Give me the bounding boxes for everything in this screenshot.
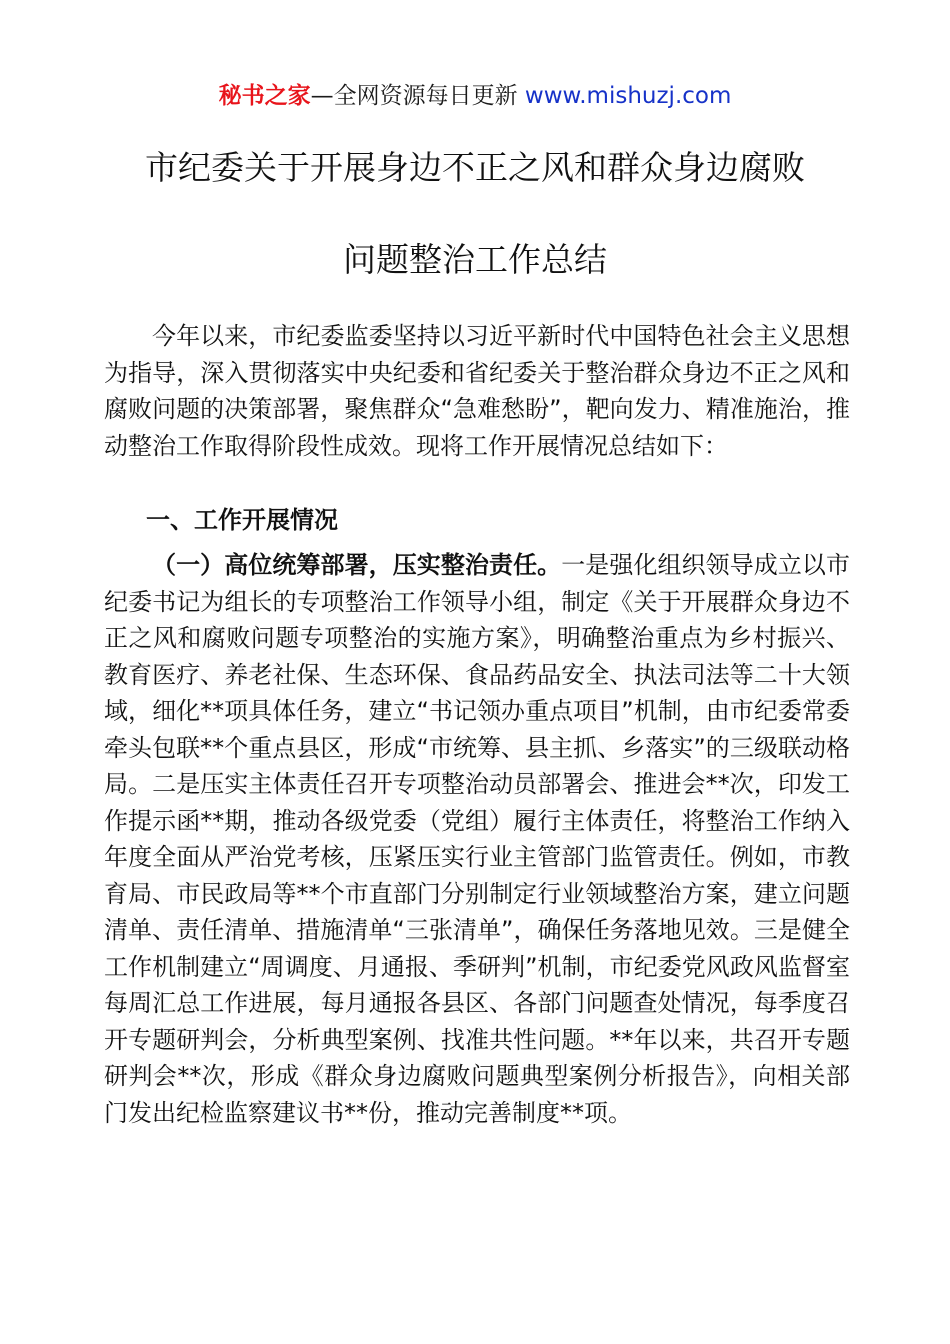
intro-text: 今年以来，市纪委监委坚持以习近平新时代中国特色社会主义思想为指导，深入贯彻落实中央纪委和省纪委关于整治群众身边不正之风和腐败问题的决策部署，聚焦群众“急难愁盼”，靶向发力、精准施治，推动整治工作取得阶段性成效。现将工作开展情况总结如下： [104, 322, 850, 460]
intro-paragraph [104, 318, 850, 464]
document-title-line1: 市纪委关于开展身边不正之风和群众身边腐败 [145, 148, 805, 187]
site-header [0, 80, 950, 112]
brand-name: 秘书之家 [218, 83, 311, 109]
section1-paragraph-text [104, 547, 850, 1131]
subsection-body: 一是强化组织领导成立以市纪委书记为组长的专项整治工作领导小组，制定《关于开展群众身边不正之风和腐败问题专项整治的实施方案》，明确整治重点为乡村振兴、教育医疗、养老社保、生态环保、食品药品安全、执法司法等二十大领域，细化**项具体任务，建立“书记领办重点项目”机制，由市纪委常委牵头包联**个重点县区，形成“市统筹、县主抓、乡落实”的三级联动格局。二是压实主体责任召开专项整治动员部署会、推进会**次，印发工作提示函**期，推动各级党委（党组）履行主体责任，将整治工作纳入年度全面从严治党考核，压紧压实行业主管部门监管责任。例如，市教育局、市民政局等**个市直部门分别制定行业领域整治方案，建立问题清单、责任清单、措施清单“三张清单”，确保任务落地见效。三是健全工作机制建立“周调度、月通报、季研判”机制，市纪委党风政风监督室每周汇总工作进展，每月通报各县区、各部门问题查处情况，每季度召开专题研判会，分析典型案例、找准共性问题。**年以来，共召开专题研判会**次，形成《群众身边腐败问题典型案例分析报告》，向相关部门发出纪检监察建议书**份，推动完善制度**项。 [104, 551, 851, 1127]
header-slogan: —全网资源每日更新 [310, 83, 518, 109]
section-heading: 一、工作开展情况 [146, 506, 338, 534]
document-title-line2: 问题整治工作总结 [343, 240, 607, 279]
section1-paragraph [104, 547, 850, 1131]
site-url-link[interactable]: www.mishuzj.com [524, 83, 732, 109]
subsection-heading: （一）高位统筹部署，压实整治责任。 [152, 551, 562, 579]
